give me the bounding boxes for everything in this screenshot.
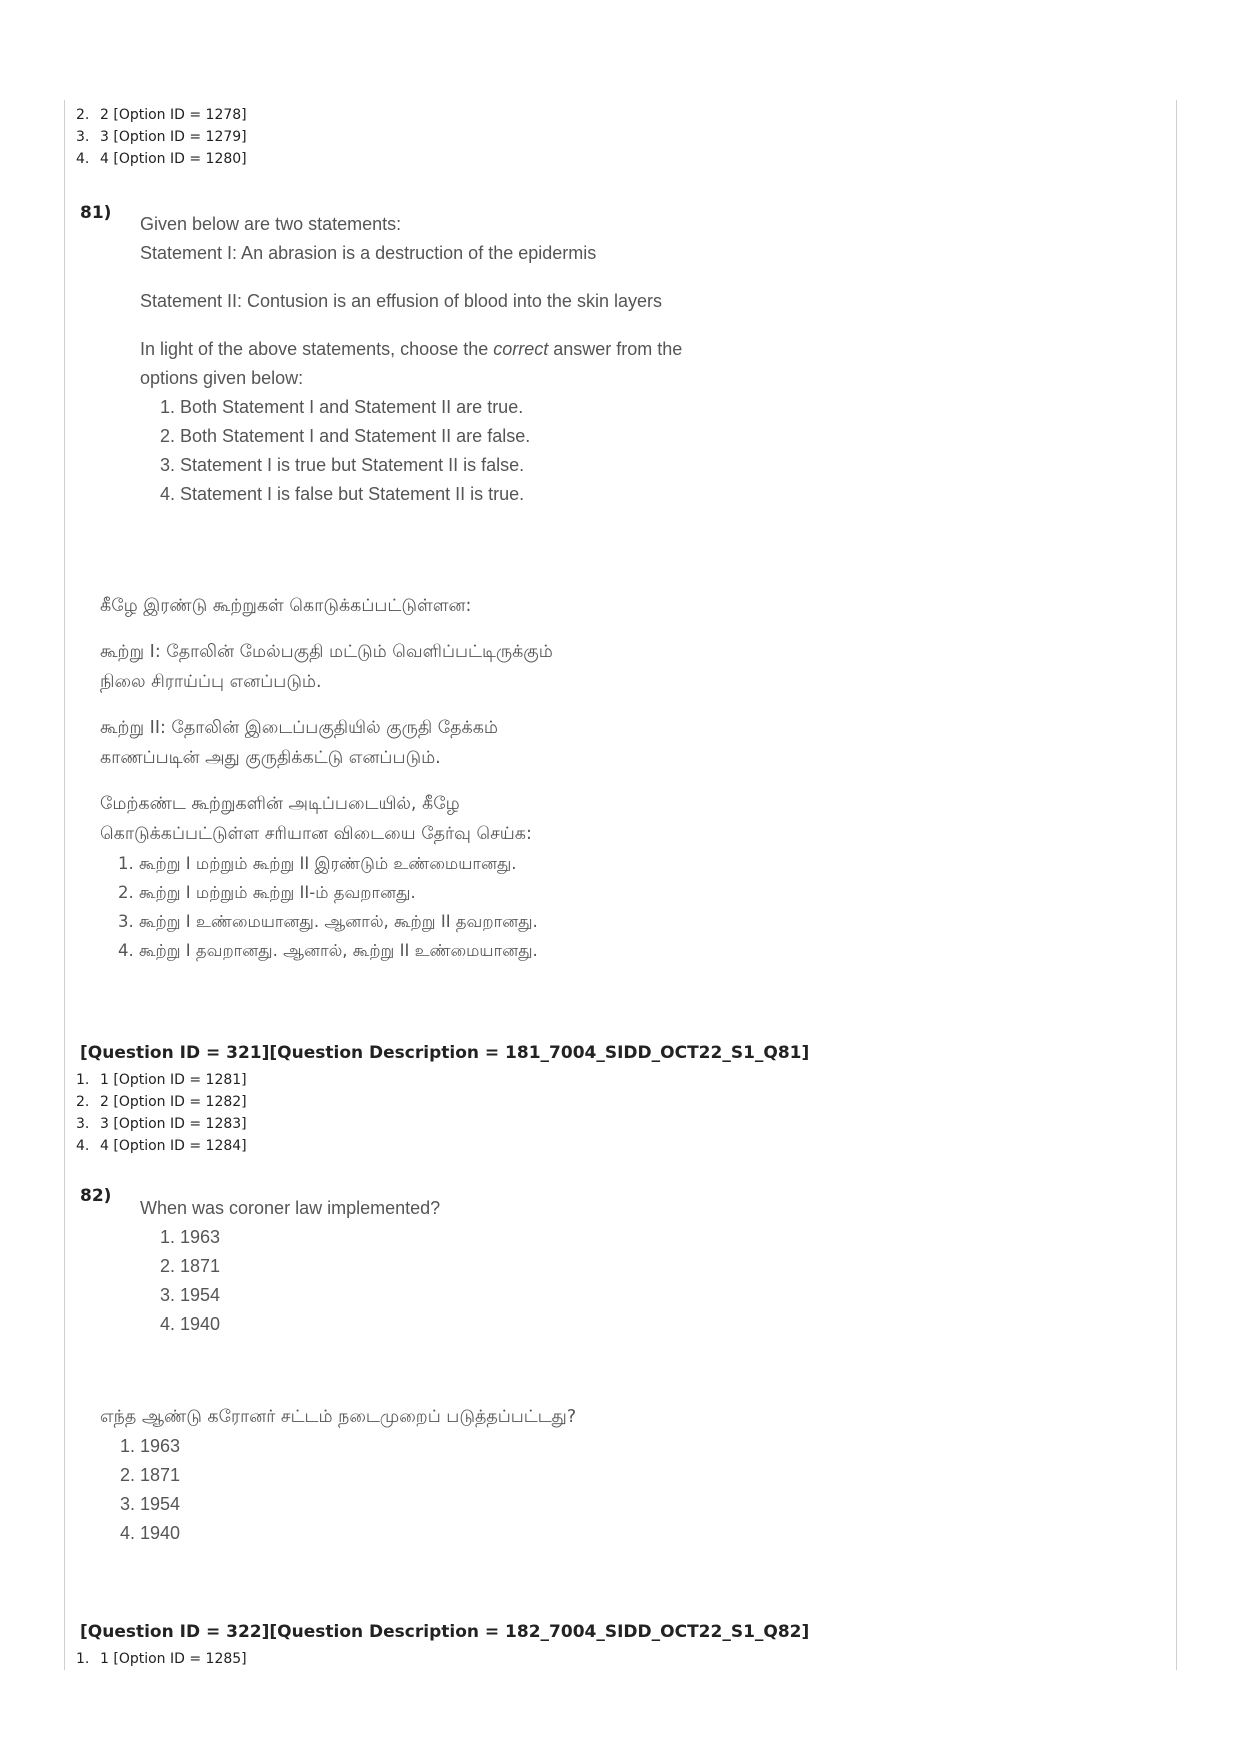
q81-tamil-statement-2-line-1: கூற்று II: தோலின் இடைப்பகுதியில் குருதி தேக்கம் — [100, 718, 499, 738]
choice-item: 3. 1954 — [120, 1494, 181, 1514]
q82-tamil-choices — [100, 1432, 576, 1548]
question-81-number: 81) — [80, 203, 112, 223]
choice-item: 2. 1871 — [160, 1256, 221, 1276]
question-81-id: [Question ID = 321][Question Description = 181_7004_SIDD_OCT22_S1_Q81] — [80, 1043, 810, 1063]
option-item: 1. 1 [Option ID = 1285] — [76, 1651, 247, 1667]
choice-item: 1. Both Statement I and Statement II are true. — [160, 397, 524, 417]
previous-question-options — [76, 104, 247, 170]
question-81-tamil — [100, 591, 553, 965]
choice-item: 3. 1954 — [160, 1285, 221, 1305]
q81-choices — [140, 393, 682, 509]
choice-item: 4. 1940 — [120, 1523, 181, 1543]
choice-item: 2. கூற்று I மற்றும் கூற்று II-ம் தவறானது. — [118, 883, 416, 902]
option-item: 1. 1 [Option ID = 1281] — [76, 1072, 247, 1088]
left-border — [64, 100, 65, 1670]
choice-item: 4. Statement I is false but Statement II is true. — [160, 484, 525, 504]
option-item: 2. 2 [Option ID = 1282] — [76, 1094, 247, 1110]
choice-item: 3. Statement I is true but Statement II is false. — [160, 455, 525, 475]
option-item: 3. 3 [Option ID = 1279] — [76, 129, 247, 145]
choice-item: 3. கூற்று I உண்மையானது. ஆனால், கூற்று II தவறானது. — [118, 912, 538, 931]
q81-tamil-intro: கீழே இரண்டு கூற்றுகள் கொடுக்கப்பட்டுள்ளன: — [100, 596, 472, 616]
choice-item: 2. 1871 — [120, 1465, 181, 1485]
q81-tamil-instruction-line-2: கொடுக்கப்பட்டுள்ள சரியான விடையை தேர்வு செய்க: — [100, 824, 532, 844]
choice-item: 4. கூற்று I தவறானது. ஆனால், கூற்று II உண்மையானது. — [118, 941, 538, 960]
choice-item: 1. கூற்று I மற்றும் கூற்று II இரண்டும் உண்மையானது. — [118, 854, 517, 873]
q82-question: When was coroner law implemented? — [140, 1198, 441, 1218]
question-81-english — [140, 210, 682, 509]
q81-instruction-line-1: In light of the above statements, choose the correct answer from the — [140, 339, 683, 359]
question-82-number: 82) — [80, 1186, 112, 1206]
question-82-english — [140, 1194, 440, 1339]
question-82-tamil — [100, 1402, 576, 1548]
option-item: 2. 2 [Option ID = 1278] — [76, 107, 247, 123]
question-82-options — [76, 1648, 247, 1670]
question-82-id: [Question ID = 322][Question Description = 182_7004_SIDD_OCT22_S1_Q82] — [80, 1622, 810, 1642]
choice-item: 4. 1940 — [160, 1314, 221, 1334]
choice-item: 1. 1963 — [160, 1227, 221, 1247]
q81-tamil-statement-1-line-2: நிலை சிராய்ப்பு எனப்படும். — [100, 672, 322, 692]
choice-item: 2. Both Statement I and Statement II are false. — [160, 426, 531, 446]
q81-tamil-choices — [100, 849, 553, 965]
q82-tamil-question: எந்த ஆண்டு கரோனர் சட்டம் நடைமுறைப் படுத்தப்பட்டது? — [100, 1407, 577, 1427]
question-81-options — [76, 1069, 247, 1157]
option-item: 3. 3 [Option ID = 1283] — [76, 1116, 247, 1132]
q81-tamil-statement-1-line-1: கூற்று I: தோலின் மேல்பகுதி மட்டும் வெளிப்பட்டிருக்கும் — [100, 642, 553, 662]
q81-instruction-line-2: options given below: — [140, 368, 304, 388]
q81-statement-1: Statement I: An abrasion is a destruction of the epidermis — [140, 243, 597, 263]
right-border — [1176, 100, 1177, 1670]
choice-item: 1. 1963 — [120, 1436, 181, 1456]
q82-choices — [140, 1223, 440, 1339]
q81-statement-2: Statement II: Contusion is an effusion of blood into the skin layers — [140, 291, 662, 311]
q81-intro: Given below are two statements: — [140, 214, 402, 234]
q81-tamil-statement-2-line-2: காணப்படின் அது குருதிக்கட்டு எனப்படும். — [100, 748, 441, 768]
option-item: 4. 4 [Option ID = 1284] — [76, 1138, 247, 1154]
option-item: 4. 4 [Option ID = 1280] — [76, 151, 247, 167]
q81-tamil-instruction-line-1: மேற்கண்ட கூற்றுகளின் அடிப்படையில், கீழே — [100, 794, 460, 814]
